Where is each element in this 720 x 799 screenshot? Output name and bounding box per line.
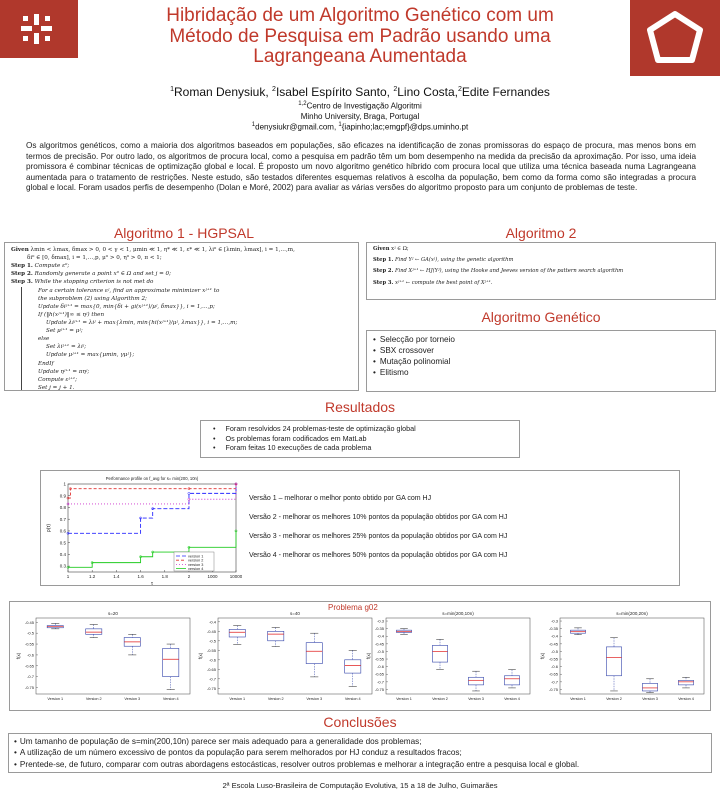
results-title: Resultados [324, 399, 396, 415]
x-tick-label: Version 2 [267, 697, 284, 701]
y-axis-label: f(x) [198, 652, 203, 660]
list-item: • Mutação polinomial [373, 356, 709, 367]
x-tick-label: Version 3 [642, 697, 658, 701]
x-tick-label: Version 4 [162, 697, 179, 701]
legend-label: version 2 [188, 558, 204, 563]
list-item: • Os problemas foram codificados em MatLab [213, 434, 507, 444]
y-tick-label: -0.75 [206, 685, 216, 691]
poster-title [100, 6, 620, 68]
boxplot-s-min-10n [364, 608, 534, 708]
y-tick-label: -0.6 [551, 664, 558, 670]
y-tick-label: -0.65 [206, 666, 216, 672]
legend-label: version 1 [188, 554, 204, 559]
y-tick-label: -0.4 [551, 633, 558, 639]
y-tick-label: 0.3 [59, 563, 66, 569]
y-tick-label: -0.55 [374, 656, 384, 662]
y-tick-label: -0.45 [548, 641, 558, 647]
y-tick-label: -0.75 [24, 684, 34, 690]
y-tick-label: -0.3 [551, 618, 558, 624]
algo1-box: Given λmin < λmax, δmax > 0, 0 < γ < 1, μmin ≪ 1, η* ≪ 1, ε* ≪ 1, λi⁰ ∈ [λmin, λmax], i = 1,…,m, δi⁰ ∈ [0, δmax], i = 1,…,p, μ⁰ > 0, η⁰ > 0, π < 1; Step 1. Compute ε⁰; Step 2. Randomly generate a point x⁰ ∈ Ω and set j = 0; Step 3. While the stopping criterion is not met do For a certain tolerance εʲ, find an approximate minimizer xʲ⁺¹ to the subproblem (2) using Algorithm 2; Update δiʲ⁺¹ = max{0, min{δi + gi(xʲ⁺¹)/μʲ, δmax}}, i = 1,…,p; If (‖h(xʲ⁺¹)‖∞ ≤ ηʲ) then Update λiʲ⁺¹ = λiʲ + max{λmin, min{hi(xʲ⁺¹)/μʲ, λmax}}, i = 1,…,m; Set μʲ⁺¹ = μʲ; else Set λiʲ⁺¹ = λiʲ; Update μʲ⁺¹ = max{μmin, γμʲ}; EndIf Update ηʲ⁺¹ = πηʲ; Compute εʲ⁺¹; Set j = j + 1. [4, 242, 359, 391]
y-axis-label: f(x) [16, 652, 21, 660]
list-item: • Elitismo [373, 367, 709, 378]
chart-title: Performance profile on f_avg for s= min(200, 10n) [105, 476, 199, 481]
title-line-1: Hibridação de um Algoritmo Genético com um [166, 5, 554, 26]
y-tick-label: 0.9 [59, 493, 66, 499]
algo2-title: Algoritmo 2 [505, 225, 577, 241]
algo1-title: Algoritmo 1 - HGPSAL [113, 225, 255, 241]
y-tick-label: -0.75 [548, 686, 558, 692]
y-tick-label: -0.5 [377, 648, 384, 654]
x-tick-label: 1.4 [113, 574, 120, 579]
chart-title: s=min(200,20n) [616, 611, 648, 616]
y-tick-label: -0.7 [27, 674, 34, 680]
y-tick-label: 0.6 [59, 528, 66, 534]
version-2-text: Versão 2 - melhorar os melhores 10% pontos da população obtidos por GA com HJ [249, 514, 508, 521]
y-axis-label: f(x) [540, 652, 545, 660]
chart-title: s=40 [290, 611, 300, 616]
boxplot-s20 [14, 608, 194, 708]
y-tick-label: -0.65 [548, 671, 558, 677]
y-tick-label: -0.35 [548, 626, 558, 632]
y-tick-label: -0.5 [27, 630, 34, 636]
plot-area [386, 618, 530, 694]
boxplot-s-min-20n [538, 608, 708, 708]
y-tick-label: -0.55 [24, 641, 34, 647]
y-tick-label: -0.7 [209, 676, 216, 682]
x-tick-label: Version 3 [124, 697, 141, 701]
x-axis-label: τ [151, 581, 153, 586]
y-tick-label: 1 [63, 481, 66, 487]
list-item: • A utilização de um número excessivo de pontos da população para serem melhorados por HJ conduz a resultados fracos; [14, 747, 706, 758]
legend-label: version 3 [188, 562, 204, 567]
x-tick-label: Version 4 [344, 697, 361, 701]
y-tick-label: -0.6 [377, 664, 384, 670]
pentagon-logo-icon [630, 0, 720, 76]
x-tick-label: Version 4 [504, 697, 520, 701]
y-tick-label: -0.65 [374, 671, 384, 677]
y-tick-label: -0.55 [548, 656, 558, 662]
y-tick-label: -0.5 [551, 648, 558, 654]
x-tick-label: 1.2 [89, 574, 96, 579]
x-tick-label: 10000 [229, 574, 242, 579]
list-item: • Foram resolvidos 24 problemas-teste de optimização global [213, 424, 507, 434]
plot-area [560, 618, 704, 694]
version-3-text: Versão 3 - melhorar os melhores 25% pontos da população obtidos por GA com HJ [249, 533, 508, 540]
y-tick-label: -0.35 [374, 626, 384, 632]
conclusions-title: Conclusões [323, 714, 397, 730]
list-item: • Um tamanho de população de s=min(200,10n) parece ser mais adequado para a generalidade dos problemas; [14, 736, 706, 747]
x-tick-label: Version 1 [570, 697, 586, 701]
x-tick-label: Version 2 [432, 697, 448, 701]
x-tick-label: 1000 [207, 574, 218, 579]
performance-profile-chart [42, 472, 242, 586]
list-item: • SBX crossover [373, 345, 709, 356]
y-tick-label: -0.3 [377, 618, 384, 624]
versions-legend [249, 495, 507, 571]
y-tick-label: 0.8 [59, 505, 66, 511]
right-logo [630, 0, 720, 76]
x-tick-label: Version 3 [468, 697, 484, 701]
x-tick-label: 1.8 [161, 574, 168, 579]
x-tick-label: Version 3 [306, 697, 323, 701]
y-tick-label: -0.45 [374, 641, 384, 647]
y-tick-label: -0.7 [377, 679, 384, 685]
university-logo-icon [0, 0, 78, 58]
y-tick-label: -0.45 [24, 619, 34, 625]
chart-title: s=20 [108, 611, 118, 616]
y-tick-label: -0.5 [209, 638, 216, 644]
footer: 2ª Escola Luso-Brasileira de Computação Evolutiva, 15 a 18 de Julho, Guimarães [222, 781, 498, 790]
x-tick-label: 1.6 [137, 574, 144, 579]
algo2-box: Given xʲ ∈ Ω; Step 1. Find Yʲ ← GA(xʲ), using the genetic algorithm Step 2. Find Xʲ⁺¹ ← HJ(Yʲ), using the Hooke and Jeeves version of the pattern search algorithm Step 3. xʲ⁺¹ ← compute the best point of Xʲ⁺¹. [366, 242, 716, 300]
x-tick-label: Version 2 [85, 697, 102, 701]
y-tick-label: -0.65 [24, 663, 34, 669]
y-tick-label: -0.4 [377, 633, 384, 639]
y-axis-label: f(x) [366, 652, 371, 660]
x-tick-label: Version 1 [229, 697, 246, 701]
version-4-text: Versão 4 - melhorar os melhores 50% pontos da população obtidos por GA com HJ [249, 552, 508, 559]
list-item: • Foram feitas 10 execuções de cada problema [213, 443, 507, 453]
results-list [200, 420, 520, 458]
affiliation: $^{1,2}$Centro de Investigação Algoritmi Minho University, Braga, Portugal $^1$denysiukr@gmail.com, $^1${iapinho;lac;emgpf}@dps.uminho.pt [251, 101, 469, 133]
abstract: Os algoritmos genéticos, como a maioria dos algoritmos baseados em populações, são eficazes na identificação de zonas promissoras do espaço de procura, mas menos bons em termos de precisão. Por outro lado, os algoritmos de procura local, como a pesquisa em padrão têm um bom desempenho na medida da precisão da aproximação. Por isso, uma ideia promissora é combinar técnicas de optimização global e local. É proposto um novo algoritmo genético híbrido com procura local que utiliza uma técnica baseada numa Lagrangeana aumentada para o tratamento de restrições. Neste estudo, são testados diferentes esquemas relativos à escolha da população, bem como da forma como são integradas a procura global e local. Foram usados perfis de desempenho (Dolan e Moré, 2002) para avaliar as várias versões do algoritmo proposto para um conjunto de problemas de teste. [26, 141, 696, 192]
genetic-title: Algoritmo Genético [481, 309, 601, 325]
y-tick-label: 0.4 [59, 552, 66, 557]
boxplots-panel [9, 601, 711, 711]
x-tick-label: Version 2 [606, 697, 622, 701]
conclusions-list [8, 733, 712, 773]
left-logo [0, 0, 78, 58]
y-tick-label: -0.75 [374, 686, 384, 692]
x-tick-label: Version 1 [47, 697, 64, 701]
y-tick-label: -0.4 [209, 619, 216, 625]
y-tick-label: -0.6 [27, 652, 34, 658]
chart-title: s=min(200,10n) [442, 611, 474, 616]
list-item: • Selecção por torneio [373, 334, 709, 345]
y-tick-label: -0.55 [206, 647, 216, 653]
genetic-list [366, 330, 716, 392]
boxplot-s40 [196, 608, 376, 708]
y-tick-label: 0.5 [59, 540, 66, 546]
performance-panel [40, 470, 680, 586]
x-tick-label: 2 [187, 574, 191, 579]
title-line-2: Método de Pesquisa em Padrão usando uma [169, 25, 551, 47]
title-line-3: Lagrangeana Aumentada [253, 46, 467, 68]
y-tick-label: -0.45 [206, 628, 216, 634]
y-axis-label: ρ(τ) [46, 523, 52, 533]
version-1-text: Versão 1 – melhorar o melhor ponto obtido por GA com HJ [249, 495, 432, 502]
y-tick-label: -0.6 [209, 657, 216, 663]
x-tick-label: 1 [66, 574, 70, 579]
list-item: • Prentede-se, de futuro, comparar com outras abordagens estocásticas, resolver outros problemas e melhorar a integração entre a pesquisa local e global. [14, 759, 706, 770]
problem-label: Problema g02 [328, 603, 378, 612]
y-tick-label: 0.7 [59, 516, 66, 522]
y-tick-label: -0.7 [551, 679, 558, 685]
plot-area [36, 618, 190, 694]
x-tick-label: Version 4 [678, 697, 694, 701]
x-tick-label: Version 1 [396, 697, 412, 701]
legend-label: version 4 [188, 567, 204, 571]
authors: $^1$Roman Denysiuk, $^2$Isabel Espírito Santo, $^2$Lino Costa,$^2$Edite Fernandes [170, 85, 550, 99]
